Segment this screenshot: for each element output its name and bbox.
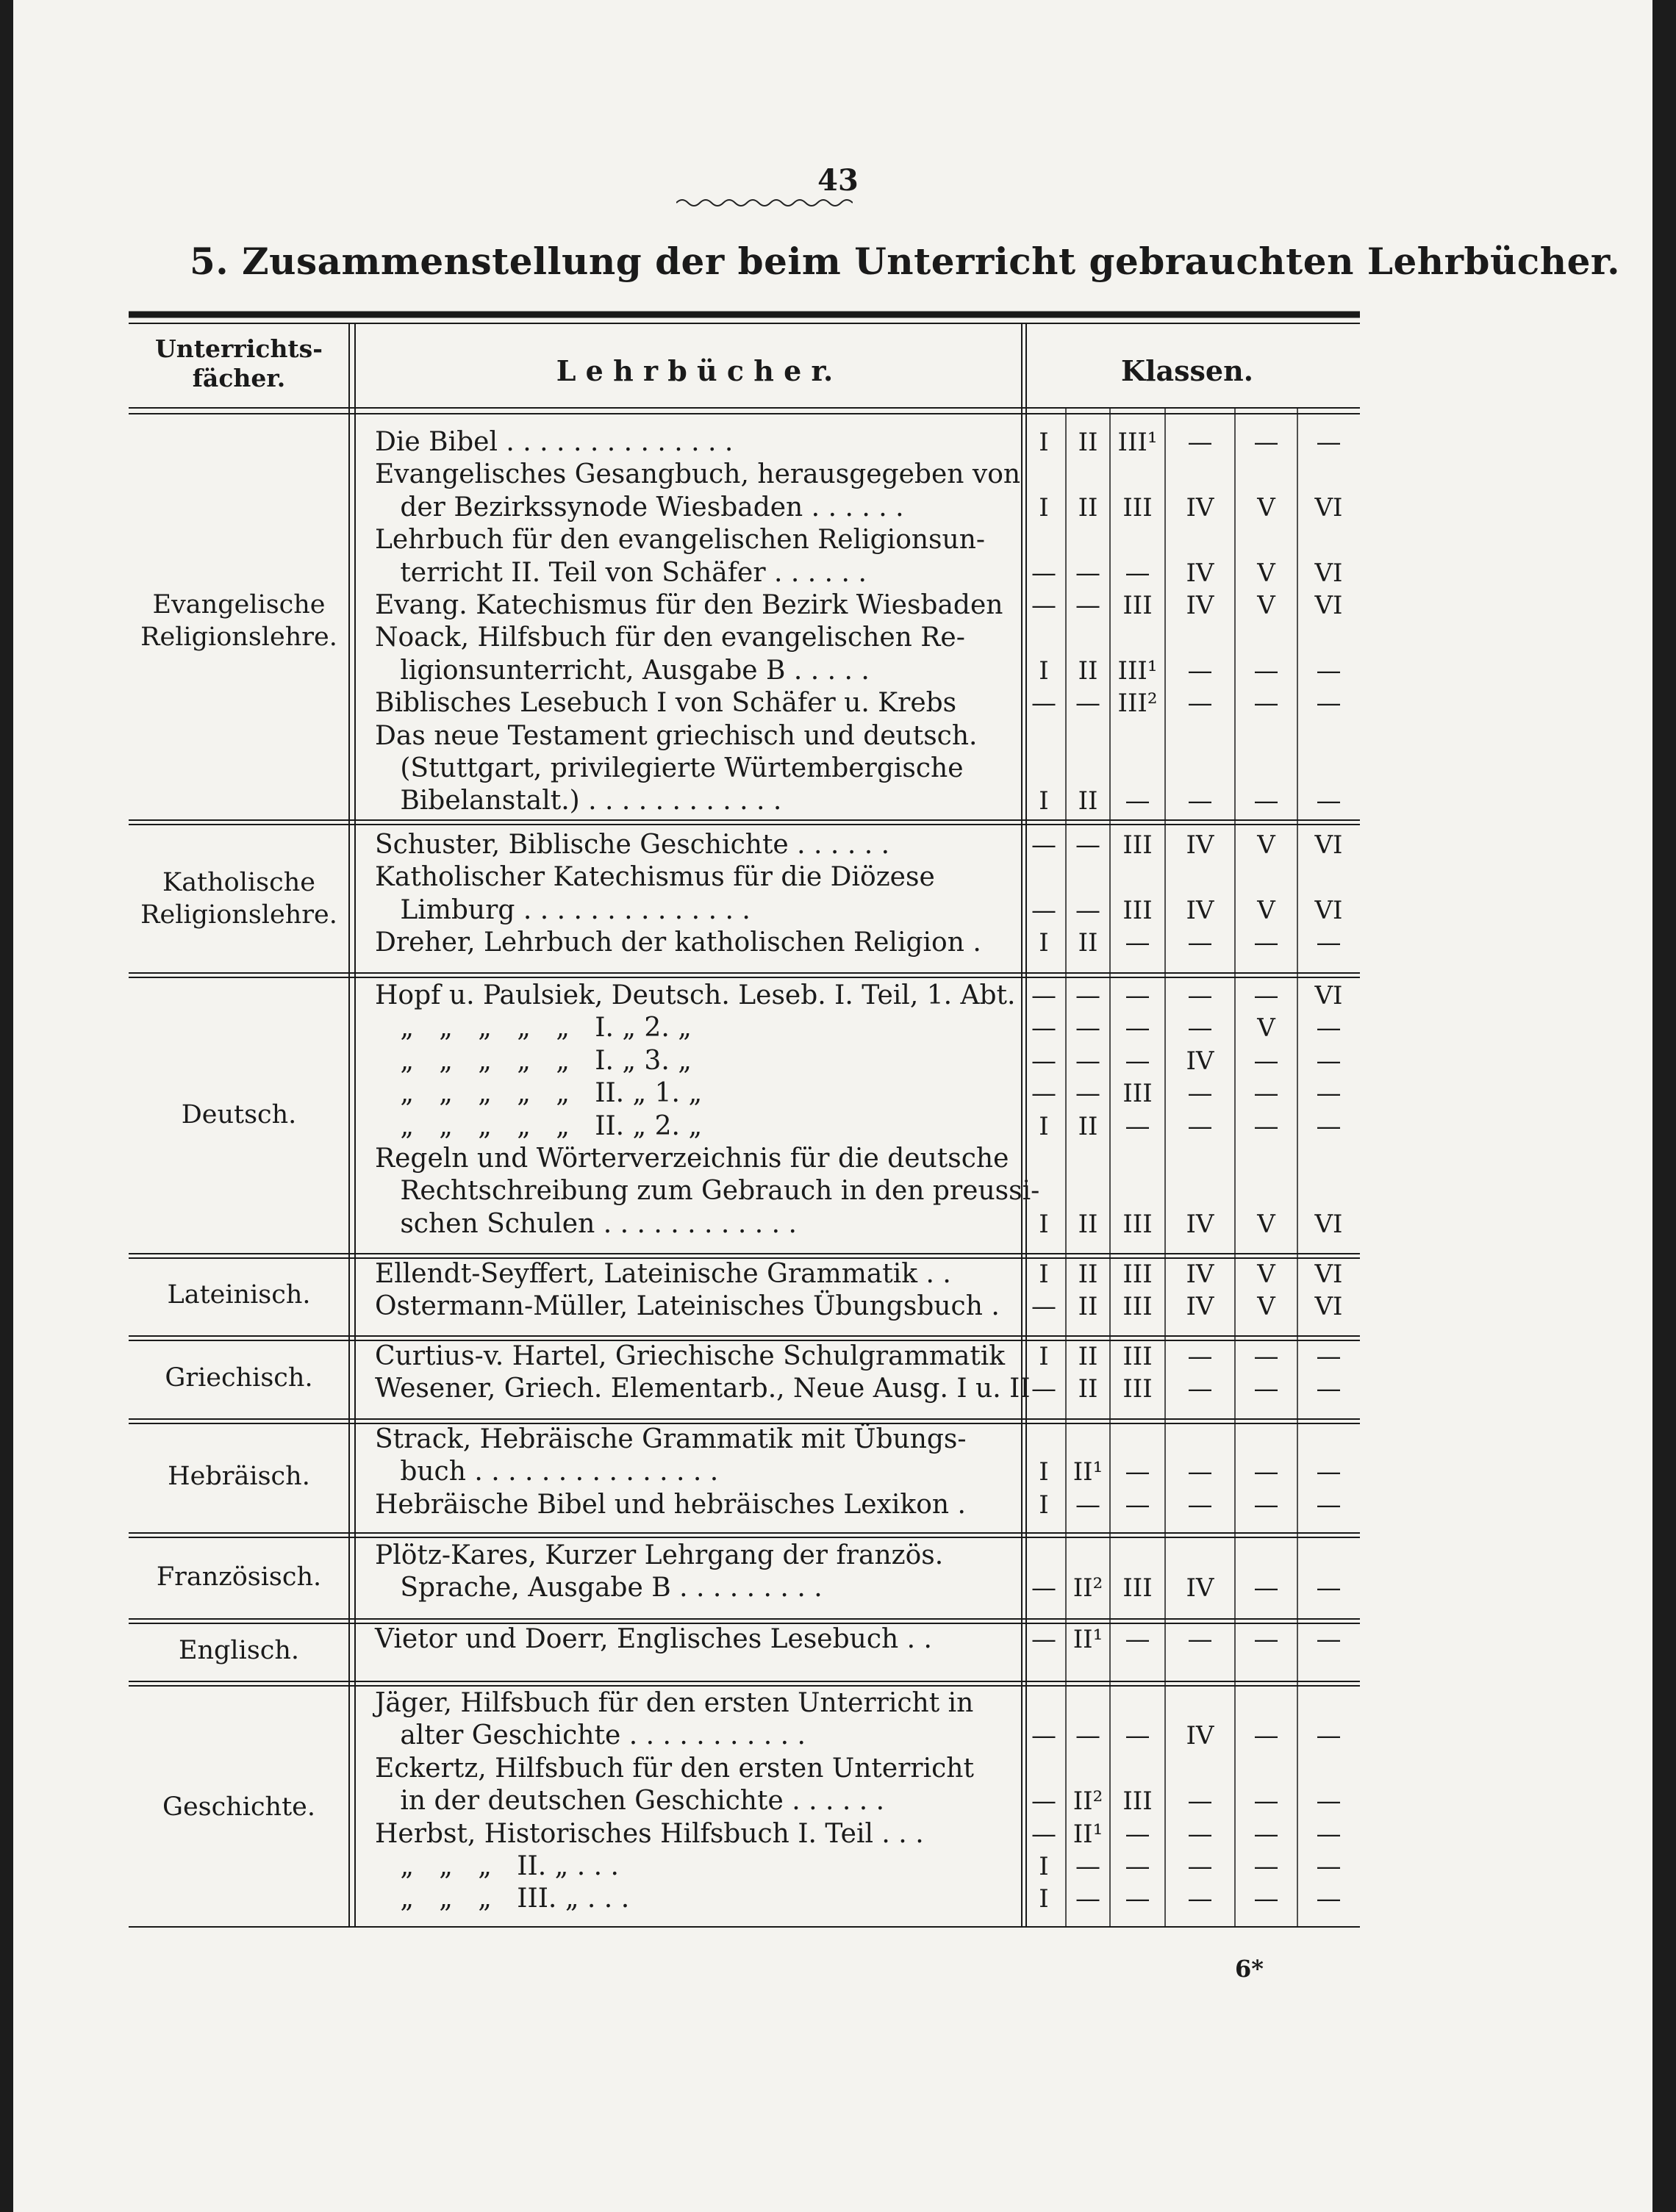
class-mark: — (1031, 1573, 1056, 1604)
class-mark: — (1075, 1884, 1100, 1914)
class-mark: III (1122, 1292, 1153, 1322)
book-entry: terricht II. Teil von Schäfer . . . . . . (375, 557, 867, 588)
class-mark: IV (1186, 492, 1214, 523)
book-entry: Regeln und Wörterverzeichnis für die deutsche (375, 1143, 1009, 1174)
book-entry: Bibelanstalt.) . . . . . . . . . . . . (375, 786, 782, 816)
book-entry: Hebräische Bibel und hebräisches Lexikon . (375, 1489, 966, 1520)
class-mark: — (1316, 1787, 1342, 1817)
class-mark: I (1039, 1209, 1049, 1239)
class-mark: — (1187, 1013, 1213, 1044)
book-entry: Limburg . . . . . . . . . . . . . . (375, 894, 751, 925)
class-mark: V (1257, 492, 1275, 523)
class-mark: IV (1186, 895, 1214, 925)
book-entry: Noack, Hilfsbuch für den evangelischen Re- (375, 622, 965, 653)
class-mark: — (1187, 1884, 1213, 1914)
class-mark: — (1253, 428, 1279, 457)
book-entry: Schuster, Biblische Geschichte . . . . . . (375, 830, 890, 860)
class-mark: — (1253, 1046, 1279, 1076)
class-mark: — (1253, 1884, 1279, 1914)
class-mark: — (1075, 981, 1100, 1010)
class-mark: — (1075, 1079, 1100, 1109)
class-mark: — (1031, 1079, 1056, 1109)
class-mark: IV (1186, 1046, 1214, 1076)
class-mark: — (1253, 981, 1279, 1010)
book-entry: „ „ „ „ „ II. „ 2. „ (375, 1110, 703, 1141)
header-subject: Unterrichts- fächer. (155, 334, 323, 392)
class-mark: IV (1186, 591, 1214, 620)
class-mark: II (1078, 1260, 1098, 1289)
class-mark: — (1075, 1490, 1100, 1520)
class-mark: VI (1314, 830, 1343, 860)
class-mark: II (1078, 786, 1098, 816)
class-mark: — (1316, 1819, 1342, 1849)
class-mark: III (1122, 1342, 1153, 1371)
book-entry: Die Bibel . . . . . . . . . . . . . . (375, 427, 734, 457)
class-mark: V (1257, 895, 1275, 925)
class-mark: IV (1186, 830, 1214, 860)
class-mark: V (1257, 830, 1275, 860)
class-mark: — (1316, 428, 1342, 457)
class-mark: — (1253, 1457, 1279, 1487)
class-mark: — (1253, 1787, 1279, 1817)
book-entry: „ „ „ II. „ . . . (375, 1851, 619, 1881)
class-mark: — (1031, 689, 1056, 719)
class-mark: V (1257, 1209, 1275, 1239)
class-mark: — (1187, 1111, 1213, 1141)
class-mark: II (1078, 428, 1098, 457)
class-mark: — (1187, 786, 1213, 816)
subject-label: Katholische Religionslehre. (140, 868, 337, 930)
class-mark: I (1039, 1490, 1049, 1520)
book-entry: Vietor und Doerr, Englisches Lesebuch . . (375, 1624, 932, 1654)
class-mark: — (1031, 1787, 1056, 1817)
class-mark: II¹ (1072, 1457, 1103, 1487)
class-mark: — (1031, 895, 1056, 925)
book-entry: schen Schulen . . . . . . . . . . . . (375, 1208, 797, 1239)
class-mark: — (1316, 1046, 1342, 1076)
class-mark: — (1125, 1457, 1150, 1487)
class-mark: — (1125, 1721, 1150, 1751)
subject-label: Englisch. (178, 1635, 300, 1665)
class-mark: — (1031, 1046, 1056, 1076)
class-mark: — (1316, 1342, 1342, 1371)
class-mark: IV (1186, 1260, 1214, 1289)
class-mark: — (1187, 1490, 1213, 1520)
class-mark: — (1253, 656, 1279, 686)
class-mark: — (1125, 1884, 1150, 1914)
class-mark: — (1187, 981, 1213, 1010)
class-mark: — (1125, 1852, 1150, 1881)
class-mark: — (1125, 1111, 1150, 1141)
class-mark: — (1031, 981, 1056, 1010)
class-mark: VI (1314, 591, 1343, 620)
class-mark: — (1075, 689, 1100, 719)
class-mark: III (1122, 830, 1153, 860)
class-mark: — (1075, 1046, 1100, 1076)
class-mark: II (1078, 492, 1098, 523)
class-mark: — (1253, 1342, 1279, 1371)
class-mark: — (1253, 1573, 1279, 1604)
class-mark: II (1078, 656, 1098, 686)
class-mark: — (1125, 558, 1150, 588)
class-mark: — (1316, 1852, 1342, 1881)
book-entry: Biblisches Lesebuch I von Schäfer u. Krebs (375, 688, 957, 719)
class-mark: I (1039, 1457, 1049, 1487)
class-mark: II¹ (1072, 1819, 1103, 1849)
class-mark: — (1187, 1852, 1213, 1881)
class-mark: I (1039, 656, 1049, 686)
page-title: 5. Zusammenstellung der beim Unterricht gebrauchten Lehrbücher. (190, 240, 1621, 283)
class-mark: I (1039, 786, 1049, 816)
class-mark: — (1253, 1721, 1279, 1751)
class-mark: — (1031, 1625, 1056, 1654)
class-mark: — (1125, 1013, 1150, 1044)
book-entry: Ellendt-Seyffert, Lateinische Grammatik . . (375, 1259, 951, 1289)
class-mark: VI (1314, 492, 1343, 523)
class-mark: — (1125, 981, 1150, 1010)
class-mark: — (1187, 1625, 1213, 1654)
class-mark: VI (1314, 1292, 1343, 1322)
book-entry: Evangelisches Gesangbuch, herausgegeben von (375, 459, 1021, 490)
book-entry: Katholischer Katechismus für die Diözese (375, 862, 935, 893)
class-mark: — (1316, 1573, 1342, 1604)
class-mark: — (1316, 1625, 1342, 1654)
class-mark: II (1078, 1292, 1098, 1322)
class-mark: — (1075, 1852, 1100, 1881)
subject-label: Französisch. (156, 1562, 322, 1592)
subject-label: Evangelische Religionslehre. (140, 590, 337, 652)
class-mark: V (1257, 1260, 1275, 1289)
class-mark: — (1316, 1013, 1342, 1044)
book-entry: Strack, Hebräische Grammatik mit Übungs- (375, 1424, 967, 1454)
class-mark: — (1253, 1852, 1279, 1881)
class-mark: — (1187, 1342, 1213, 1371)
class-mark: — (1125, 1046, 1150, 1076)
class-mark: — (1125, 928, 1150, 958)
class-mark: — (1075, 830, 1100, 860)
book-entry: der Bezirkssynode Wiesbaden . . . . . . (375, 492, 904, 523)
class-mark: — (1253, 786, 1279, 816)
class-mark: III (1122, 591, 1153, 620)
book-entry: Sprache, Ausgabe B . . . . . . . . . (375, 1573, 823, 1604)
class-mark: I (1039, 1342, 1049, 1371)
class-mark: III (1122, 492, 1153, 523)
class-mark: — (1316, 928, 1342, 958)
subject-label: Deutsch. (181, 1099, 297, 1130)
book-entry: in der deutschen Geschichte . . . . . . (375, 1786, 885, 1817)
class-mark: — (1031, 1721, 1056, 1751)
class-mark: — (1316, 656, 1342, 686)
class-mark: — (1031, 558, 1056, 588)
class-mark: — (1187, 1819, 1213, 1849)
class-mark: II (1078, 928, 1098, 958)
class-mark: — (1253, 689, 1279, 719)
book-entry: Jäger, Hilfsbuch für den ersten Unterricht in (375, 1688, 974, 1718)
class-mark: — (1075, 1013, 1100, 1044)
class-mark: II (1078, 1342, 1098, 1371)
class-mark: III (1122, 1209, 1153, 1239)
class-mark: I (1039, 928, 1049, 958)
class-mark: — (1187, 1457, 1213, 1487)
subject-label: Griechisch. (165, 1362, 313, 1393)
class-mark: — (1187, 928, 1213, 958)
class-mark: VI (1314, 895, 1343, 925)
class-mark: — (1253, 1111, 1279, 1141)
class-mark: — (1316, 1111, 1342, 1141)
class-mark: V (1257, 1292, 1275, 1322)
class-mark: IV (1186, 1292, 1214, 1322)
class-mark: — (1075, 1721, 1100, 1751)
book-entry: Hopf u. Paulsiek, Deutsch. Leseb. I. Teil, 1. Abt. (375, 980, 1016, 1010)
class-mark: — (1316, 1457, 1342, 1487)
class-mark: II (1078, 1374, 1098, 1404)
book-entry: Wesener, Griech. Elementarb., Neue Ausg. I u. II (375, 1373, 1031, 1404)
class-mark: III (1122, 1374, 1153, 1404)
book-entry: ligionsunterricht, Ausgabe B . . . . . (375, 655, 870, 686)
class-mark: — (1031, 1013, 1056, 1044)
class-mark: — (1253, 1079, 1279, 1109)
book-entry: Curtius-v. Hartel, Griechische Schulgrammatik (375, 1341, 1006, 1371)
class-mark: — (1187, 1374, 1213, 1404)
class-mark: — (1187, 689, 1213, 719)
class-mark: IV (1186, 558, 1214, 588)
class-mark: III (1122, 1573, 1153, 1604)
class-mark: — (1187, 1787, 1213, 1817)
subject-label: Hebräisch. (168, 1461, 310, 1491)
class-mark: — (1187, 428, 1213, 457)
class-mark: — (1316, 689, 1342, 719)
book-entry: „ „ „ „ „ II. „ 1. „ (375, 1078, 703, 1109)
page-number: 43 (817, 163, 859, 198)
book-entry: „ „ „ „ „ I. „ 3. „ (375, 1045, 692, 1076)
class-mark: VI (1314, 1209, 1343, 1239)
class-mark: — (1187, 1079, 1213, 1109)
class-mark: — (1125, 786, 1150, 816)
class-mark: I (1039, 1260, 1049, 1289)
class-mark: III (1122, 895, 1153, 925)
class-mark: II² (1072, 1787, 1103, 1817)
book-entry: Herbst, Historisches Hilfsbuch I. Teil . . . (375, 1818, 924, 1849)
class-mark: III² (1117, 689, 1158, 719)
class-mark: — (1125, 1819, 1150, 1849)
class-mark: IV (1186, 1573, 1214, 1604)
book-entry: Eckertz, Hilfsbuch für den ersten Unterricht (375, 1753, 974, 1784)
class-mark: — (1316, 1374, 1342, 1404)
book-entry: Evang. Katechismus für den Bezirk Wiesbaden (375, 590, 1003, 620)
class-mark: III (1122, 1787, 1153, 1817)
class-mark: — (1253, 1819, 1279, 1849)
class-mark: — (1253, 928, 1279, 958)
book-entry: „ „ „ „ „ I. „ 2. „ (375, 1013, 692, 1044)
class-mark: I (1039, 428, 1049, 457)
class-mark: — (1253, 1625, 1279, 1654)
book-entry: „ „ „ III. „ . . . (375, 1884, 630, 1914)
class-mark: — (1187, 656, 1213, 686)
book-entry: Dreher, Lehrbuch der katholischen Religion . (375, 927, 981, 958)
class-mark: — (1031, 1292, 1056, 1322)
book-entry: Plötz-Kares, Kurzer Lehrgang der französ. (375, 1540, 944, 1570)
class-mark: I (1039, 1884, 1049, 1914)
header-classes: Klassen. (1121, 354, 1253, 387)
class-mark: I (1039, 1852, 1049, 1881)
class-mark: — (1075, 895, 1100, 925)
class-mark: — (1125, 1625, 1150, 1654)
class-mark: II² (1072, 1573, 1103, 1604)
class-mark: — (1316, 1079, 1342, 1109)
signature-mark: 6* (1235, 1955, 1264, 1983)
book-entry: Rechtschreibung zum Gebrauch in den preussi- (375, 1176, 1040, 1207)
class-mark: I (1039, 492, 1049, 523)
book-entry: alter Geschichte . . . . . . . . . . . (375, 1720, 806, 1751)
book-entry: Lehrbuch für den evangelischen Religionsun- (375, 525, 986, 556)
book-entry: (Stuttgart, privilegierte Würtembergische (375, 753, 964, 783)
class-mark: — (1031, 591, 1056, 620)
class-mark: V (1257, 1013, 1275, 1044)
book-entry: Ostermann-Müller, Lateinisches Übungsbuch . (375, 1291, 1000, 1322)
class-mark: — (1125, 1490, 1150, 1520)
class-mark: — (1316, 1721, 1342, 1751)
class-mark: — (1316, 1490, 1342, 1520)
class-mark: V (1257, 558, 1275, 588)
book-entry: buch . . . . . . . . . . . . . . . (375, 1457, 719, 1487)
class-mark: III¹ (1117, 428, 1158, 457)
class-mark: I (1039, 1111, 1049, 1141)
class-mark: — (1031, 830, 1056, 860)
class-mark: — (1253, 1490, 1279, 1520)
class-mark: II¹ (1072, 1625, 1103, 1654)
class-mark: — (1075, 558, 1100, 588)
class-mark: III¹ (1117, 656, 1158, 686)
class-mark: IV (1186, 1721, 1214, 1751)
class-mark: — (1075, 591, 1100, 620)
subject-label: Lateinisch. (167, 1280, 311, 1310)
class-mark: III (1122, 1079, 1153, 1109)
class-mark: — (1316, 1884, 1342, 1914)
class-mark: II (1078, 1111, 1098, 1141)
class-mark: — (1316, 786, 1342, 816)
class-mark: V (1257, 591, 1275, 620)
class-mark: III (1122, 1260, 1153, 1289)
class-mark: VI (1314, 1260, 1343, 1289)
class-mark: — (1253, 1374, 1279, 1404)
class-mark: VI (1314, 981, 1343, 1010)
subject-label: Geschichte. (162, 1792, 316, 1822)
class-mark: IV (1186, 1209, 1214, 1239)
class-mark: — (1031, 1819, 1056, 1849)
class-mark: II (1078, 1209, 1098, 1239)
class-mark: — (1031, 1374, 1056, 1404)
book-entry: Das neue Testament griechisch und deutsch. (375, 720, 978, 751)
header-books: L e h r b ü c h e r. (556, 354, 834, 387)
class-mark: VI (1314, 558, 1343, 588)
